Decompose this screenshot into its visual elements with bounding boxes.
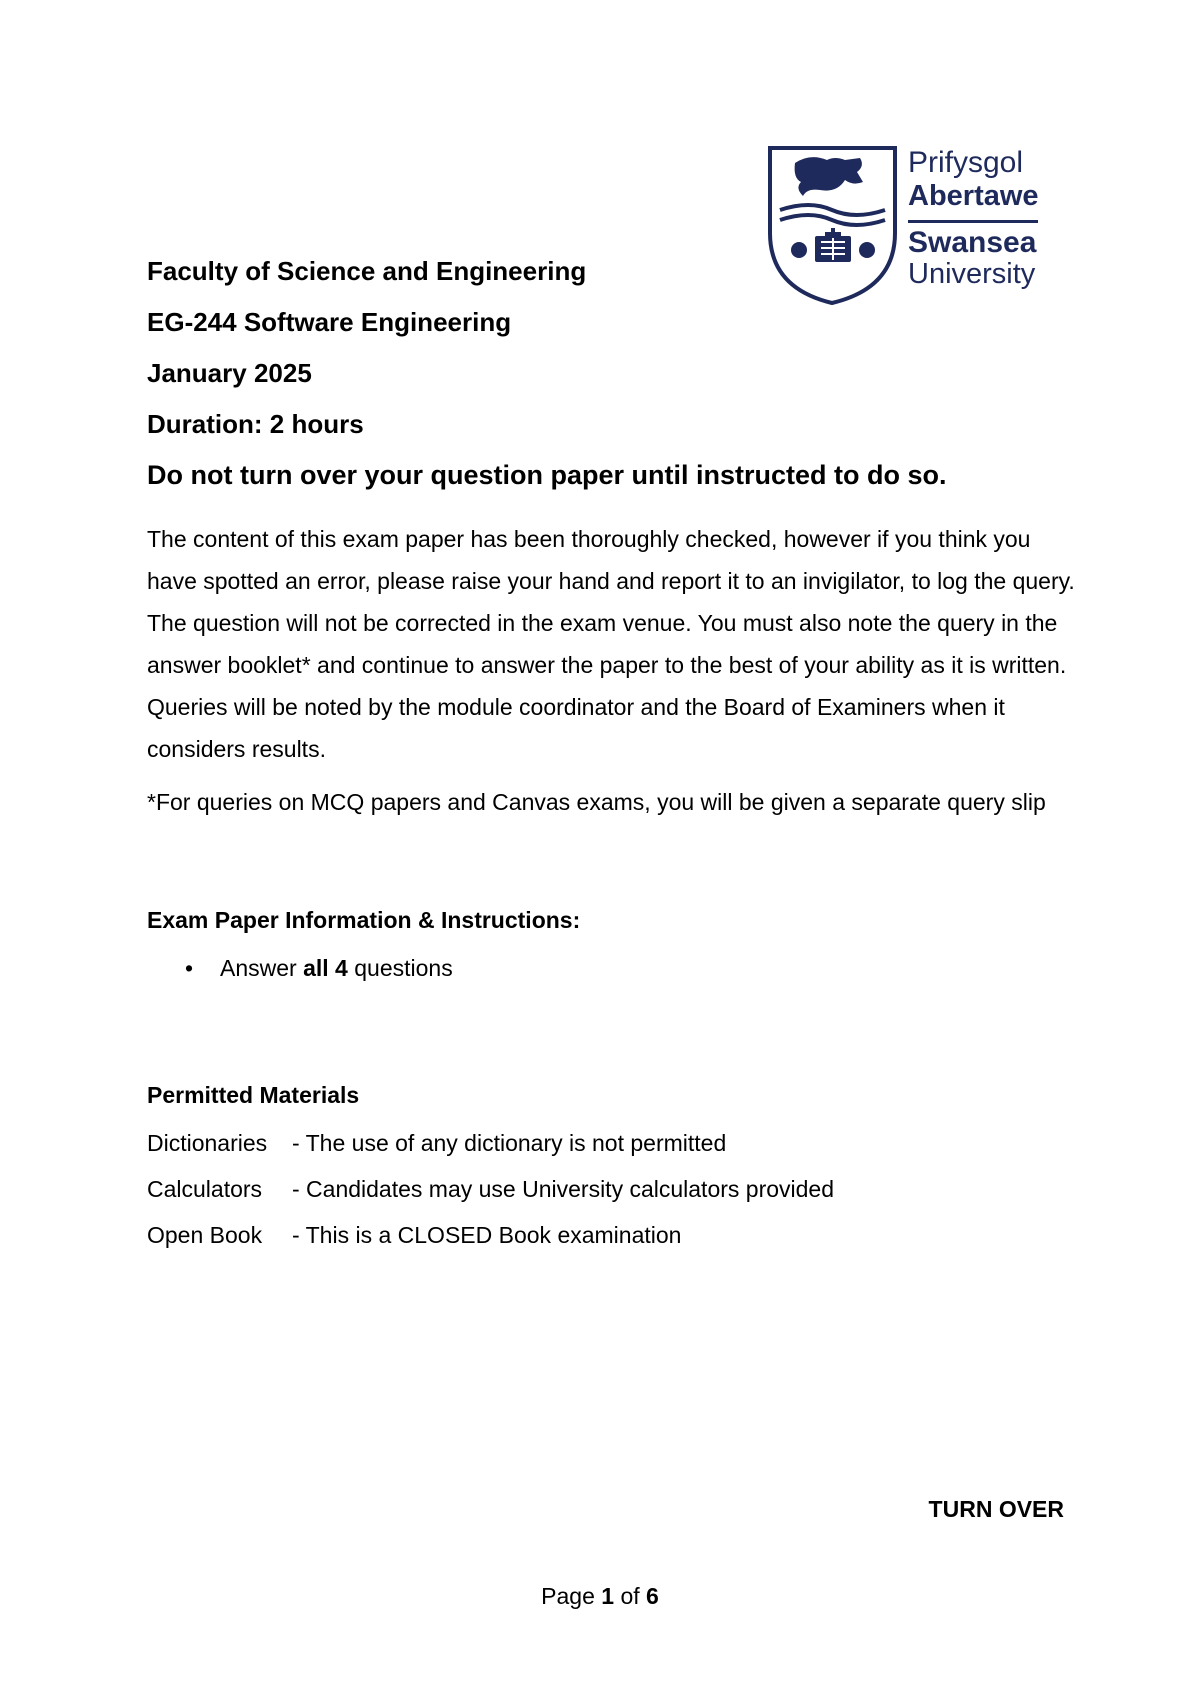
logo-text-swansea: Swansea xyxy=(908,226,1037,259)
page-of: of xyxy=(614,1583,647,1609)
logo-text-abertawe: Abertawe xyxy=(908,180,1039,212)
turn-over-label: TURN OVER xyxy=(928,1496,1064,1522)
material-value: - Candidates may use University calculators provided xyxy=(292,1176,835,1202)
logo-text-university: University xyxy=(908,258,1036,290)
logo-text-prifysgol: Prifysgol xyxy=(908,146,1024,179)
material-row-open-book xyxy=(147,1222,681,1249)
instructions-heading: Exam Paper Information & Instructions: xyxy=(147,907,581,933)
instruction-text-prefix: Answer xyxy=(220,955,304,981)
instruction-item xyxy=(185,955,453,982)
instruction-text-bold: all 4 xyxy=(303,955,348,981)
material-label: Open Book xyxy=(147,1222,263,1248)
permitted-materials-heading: Permitted Materials xyxy=(147,1082,360,1108)
module-heading: EG-244 Software Engineering xyxy=(147,307,512,337)
turn-over-warning: Do not turn over your question paper until instructed to do so. xyxy=(147,460,947,490)
exam-date: January 2025 xyxy=(147,358,312,388)
material-value: - The use of any dictionary is not permitted xyxy=(292,1130,727,1156)
faculty-heading: Faculty of Science and Engineering xyxy=(147,256,587,286)
bullet-icon: • xyxy=(185,955,194,981)
instruction-text-suffix: questions xyxy=(347,955,453,981)
error-notice-paragraph: The content of this exam paper has been thoroughly checked, however if you think you have spotted an error, please raise your hand and report it to an invigilator, to log the query. The question will not be corrected in the exam venue. You must also note the query in the answer booklet* and continue to answer the paper to the best of your ability as it is written. Queries will be noted by the module coordinator and the Board of Examiners when it considers results. xyxy=(147,526,1075,762)
material-label: Calculators xyxy=(147,1176,263,1202)
material-label: Dictionaries xyxy=(147,1130,268,1156)
query-footnote: *For queries on MCQ papers and Canvas exams, you will be given a separate query slip xyxy=(147,789,1046,815)
material-value: - This is a CLOSED Book examination xyxy=(292,1222,682,1248)
logo-divider xyxy=(908,220,1038,223)
page-word: Page xyxy=(541,1583,602,1609)
material-row-calculators xyxy=(147,1176,834,1203)
page-total: 6 xyxy=(646,1583,659,1609)
page-number-footer xyxy=(0,1583,1200,1610)
exam-duration: Duration: 2 hours xyxy=(147,409,364,439)
page-current: 1 xyxy=(601,1583,615,1609)
material-row-dictionaries xyxy=(147,1130,726,1157)
